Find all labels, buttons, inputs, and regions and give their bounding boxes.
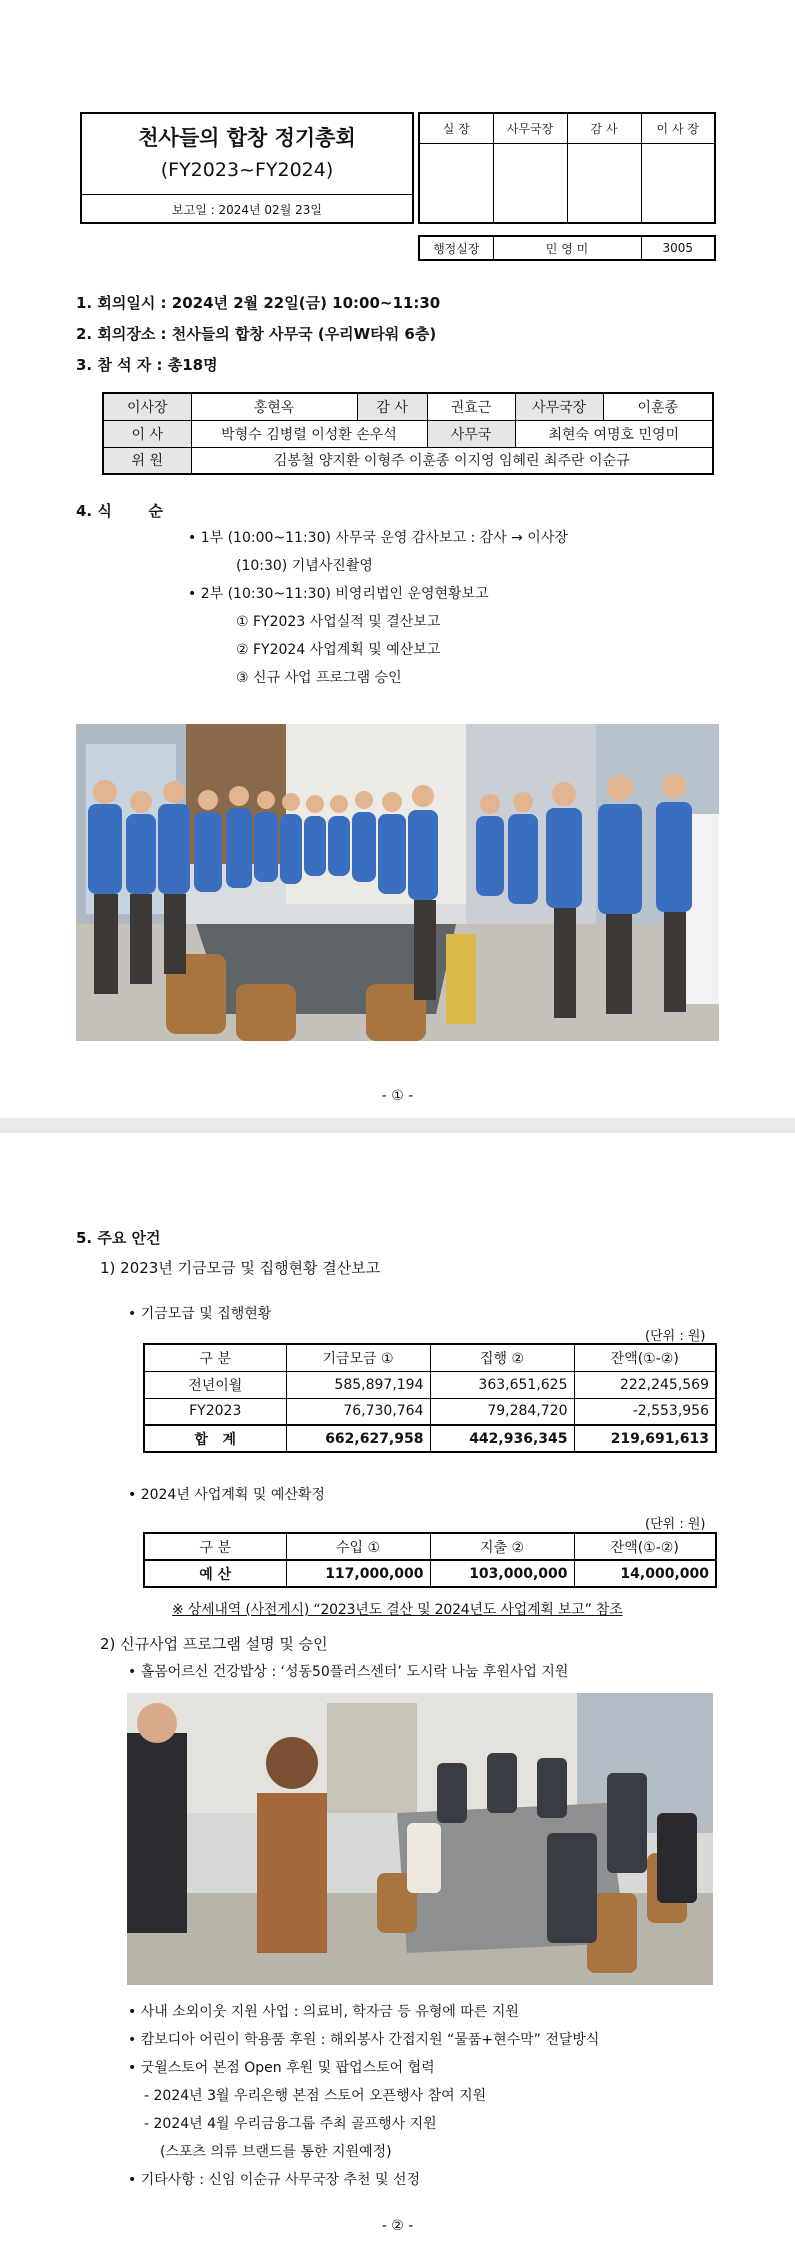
fund-table <box>143 1343 717 1453</box>
approval-signature-cell <box>419 143 493 223</box>
title-box <box>80 112 414 224</box>
table-cell: 222,245,569 <box>574 1371 716 1398</box>
meeting-photo <box>127 1693 713 1985</box>
table-cell: 363,651,625 <box>430 1371 574 1398</box>
bullet-budget: • 2024년 사업계획 및 예산확정 <box>128 1487 325 1503</box>
exec-name: 민 영 미 <box>493 236 641 260</box>
table-total-label: 합 계 <box>144 1425 286 1452</box>
page-number: - ② - <box>381 2218 414 2234</box>
document-subtitle: (FY2023~FY2024) <box>160 159 334 181</box>
item-meeting-place: 2. 회의장소 : 천사들의 합창 사무국 (우리W타워 6층) <box>76 325 437 343</box>
table-header: 집행 ② <box>430 1344 574 1371</box>
bullet-support-neighbors: • 사내 소외이웃 지원 사업 : 의료비, 학자금 등 유형에 따른 지원 <box>128 2004 519 2020</box>
attendee-table <box>102 392 714 475</box>
approval-header: 사무국장 <box>493 113 567 143</box>
table-cell: 76,730,764 <box>286 1398 430 1425</box>
unit-label: (단위 : 원) <box>645 1329 706 1344</box>
agenda-line: (10:30) 기념사진촬영 <box>236 558 373 574</box>
agenda-line: • 2부 (10:30~11:30) 비영리법인 운영현황보고 <box>188 586 489 602</box>
group-photo <box>76 724 719 1041</box>
table-total-cell: 662,627,958 <box>286 1425 430 1452</box>
table-header: 구 분 <box>144 1344 286 1371</box>
approval-signature-cell <box>493 143 567 223</box>
agenda-line: ① FY2023 사업실적 및 결산보고 <box>236 614 441 630</box>
sub-bullet: - 2024년 3월 우리은행 본점 스토어 오픈행사 참여 지원 <box>144 2088 487 2104</box>
bullet-fund-status: • 기금모급 및 집행현황 <box>128 1306 272 1322</box>
bullet-goodwill: • 굿윌스토어 본점 Open 후원 및 팝업스토어 협력 <box>128 2060 435 2076</box>
bullet-senior-meal: • 홀몸어르신 건강밥상 : ‘성동50플러스센터’ 도시락 나눔 후원사업 지원 <box>128 1664 569 1680</box>
table-cell: 전년이월 <box>144 1371 286 1398</box>
attendee-role: 이 사 <box>103 420 191 447</box>
table-total-label: 예 산 <box>144 1560 286 1587</box>
attendee-names: 박형수 김병렬 이성환 손우석 <box>191 420 427 447</box>
attendee-names: 홍현옥 <box>191 393 357 420</box>
attendee-role: 사무국장 <box>515 393 603 420</box>
document-title: 천사들의 합창 정기총회 <box>138 126 356 150</box>
agenda-line: • 1부 (10:00~11:30) 사무국 운영 감사보고 : 감사 → 이사장 <box>188 530 568 546</box>
exec-table <box>418 235 716 261</box>
unit-label: (단위 : 원) <box>645 1517 706 1532</box>
table-header: 잔액(①-②) <box>574 1344 716 1371</box>
exec-label: 행정실장 <box>419 236 493 260</box>
table-cell: -2,553,956 <box>574 1398 716 1425</box>
table-total-cell: 117,000,000 <box>286 1560 430 1587</box>
exec-code: 3005 <box>641 236 715 260</box>
section-4-heading: 4. 식 순 <box>76 502 163 520</box>
table-header: 수입 ① <box>286 1533 430 1560</box>
budget-table <box>143 1532 717 1588</box>
attendee-role: 사무국 <box>427 420 515 447</box>
attendee-role: 이사장 <box>103 393 191 420</box>
table-total-cell: 442,936,345 <box>430 1425 574 1452</box>
subsection-1: 1) 2023년 기금모금 및 집행현황 결산보고 <box>100 1259 381 1277</box>
table-header: 구 분 <box>144 1533 286 1560</box>
attendee-role: 위 원 <box>103 447 191 474</box>
table-cell: 79,284,720 <box>430 1398 574 1425</box>
agenda-line: ③ 신규 사업 프로그램 승인 <box>236 670 402 686</box>
bullet-other: • 기타사항 : 신임 이순규 사무국장 추천 및 선정 <box>128 2172 421 2188</box>
approval-header: 실 장 <box>419 113 493 143</box>
approval-table <box>418 112 716 224</box>
agenda-line: ② FY2024 사업계획 및 예산보고 <box>236 642 441 658</box>
attendee-names: 김봉철 양지환 이형주 이훈종 이지영 임혜린 최주란 이순규 <box>191 447 713 474</box>
page-number: - ① - <box>381 1088 414 1104</box>
table-total-cell: 103,000,000 <box>430 1560 574 1587</box>
section-5-heading: 5. 주요 안건 <box>76 1229 161 1247</box>
approval-header: 감 사 <box>567 113 641 143</box>
table-cell: 585,897,194 <box>286 1371 430 1398</box>
page-1 <box>0 0 795 1118</box>
subsection-2: 2) 신규사업 프로그램 설명 및 승인 <box>100 1635 328 1653</box>
table-header: 기금모금 ① <box>286 1344 430 1371</box>
report-date: 보고일 : 2024년 02월 23일 <box>82 194 412 224</box>
sub-bullet-note: (스포츠 의류 브랜드를 통한 지원예정) <box>160 2144 392 2160</box>
item-attendees: 3. 참 석 자 : 총18명 <box>76 356 218 374</box>
table-header: 잔액(①-②) <box>574 1533 716 1560</box>
approval-signature-cell <box>641 143 715 223</box>
attendee-names: 이훈종 <box>603 393 713 420</box>
sub-bullet: - 2024년 4월 우리금융그룹 주최 골프행사 지원 <box>144 2116 437 2132</box>
detail-note: ※ 상세내역 (사전게시) “2023년도 결산 및 2024년도 사업계획 보고” 참조 <box>172 1602 623 1618</box>
table-total-cell: 219,691,613 <box>574 1425 716 1452</box>
table-total-cell: 14,000,000 <box>574 1560 716 1587</box>
attendee-role: 감 사 <box>357 393 427 420</box>
table-header: 지출 ② <box>430 1533 574 1560</box>
bullet-cambodia: • 캄보디아 어린이 학용품 후원 : 해외봉사 간접지원 “물품+현수막” 전달방식 <box>128 2032 600 2048</box>
attendee-names: 최현숙 여명호 민영미 <box>515 420 713 447</box>
approval-header: 이 사 장 <box>641 113 715 143</box>
page-2 <box>0 1133 795 2256</box>
attendee-names: 권효근 <box>427 393 515 420</box>
item-meeting-date: 1. 회의일시 : 2024년 2월 22일(금) 10:00~11:30 <box>76 294 441 312</box>
approval-signature-cell <box>567 143 641 223</box>
table-cell: FY2023 <box>144 1398 286 1425</box>
